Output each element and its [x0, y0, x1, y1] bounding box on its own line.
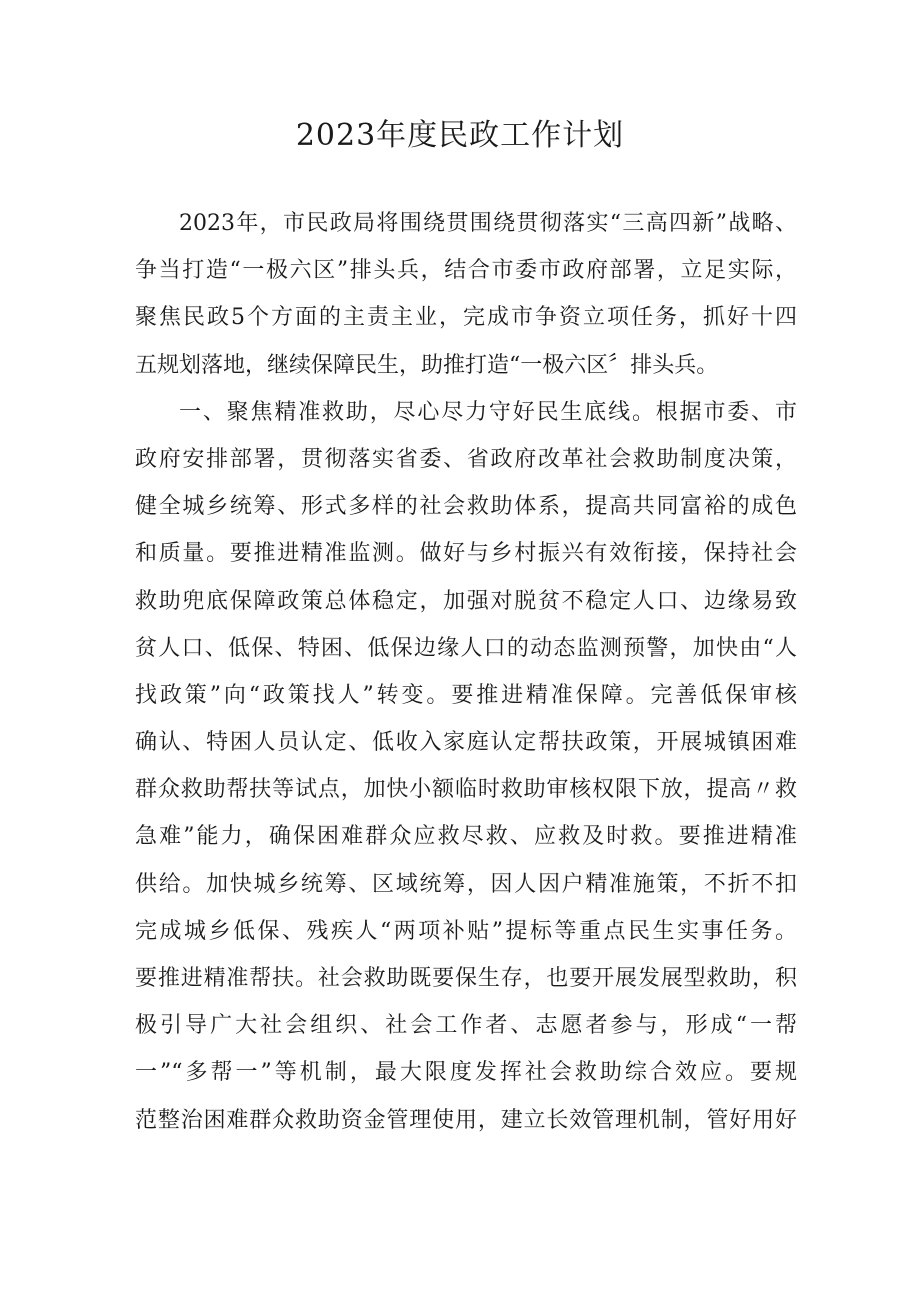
text-line: 2023年，市民政局将围绕贯围绕贯彻落实“三高四新”战略、	[179, 211, 797, 236]
text-line: 政府安排部署，贯彻落实省委、省政府改革社会救助制度决策，	[135, 446, 797, 472]
document-body	[135, 200, 797, 1144]
text-line: 贫人口、低保、特困、低保边缘人口的动态监测预警，加快由“人	[135, 635, 797, 661]
text-line: 一”“多帮一”等机制，最大限度发挥社会救助综合效应。要规	[135, 1060, 797, 1086]
text-line: 要推进精准帮扶。社会救助既要保生存，也要开展发展型救助，积	[135, 966, 797, 991]
text-line: 争当打造“一极六区”排头兵，结合市委市政府部署，立足实际，	[135, 258, 797, 284]
text-line: 极引导广大社会组织、社会工作者、志愿者参与，形成“一帮	[135, 1013, 797, 1039]
text-line: 完成城乡低保、残疾人“两项补贴”提标等重点民生实事任务。	[135, 918, 797, 944]
text-line: 群众救助帮扶等试点，加快小额临时救助审核权限下放，提高〃救	[135, 777, 797, 803]
text-line: 急难”能力，确保困难群众应救尽救、应救及时救。要推进精准	[135, 824, 797, 850]
text-line: 和质量。要推进精准监测。做好与乡村振兴有效衔接，保持社会	[135, 541, 797, 567]
text-line: 一、聚焦精准救助，尽心尽力守好民生底线。根据市委、市	[179, 399, 797, 425]
text-line: 范整治困难群众救助资金管理使用，建立长效管理机制，管好用好	[135, 1107, 797, 1133]
text-line: 确认、特困人员认定、低收入家庭认定帮扶政策，开展城镇困难	[135, 730, 797, 756]
text-line: 健全城乡统筹、形式多样的社会救助体系，提高共同富裕的成色	[135, 494, 797, 520]
text-line: 供给。加快城乡统筹、区域统筹，因人因户精准施策，不折不扣	[135, 871, 797, 897]
text-line: 救助兜底保障政策总体稳定，加强对脱贫不稳定人口、边缘易致	[135, 588, 797, 614]
document-title: 2023年度民政工作计划	[295, 118, 625, 153]
text-line: 聚焦民政5个方面的主责主业，完成市争资立项任务，抓好十四	[135, 305, 797, 331]
text-line: 找政策”向“政策找人”转变。要推进精准保障。完善低保审核	[135, 682, 797, 708]
text-line: 五规划落地，继续保障民生，助推打造“一极六区〞排头兵。	[135, 352, 719, 378]
